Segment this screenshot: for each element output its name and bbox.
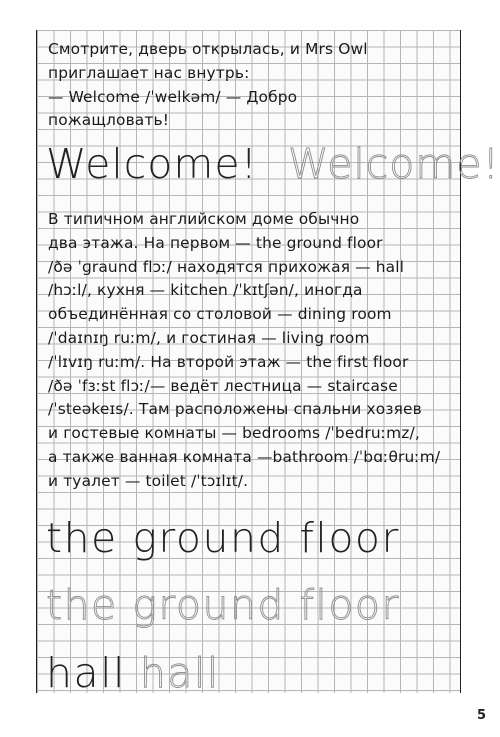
body-line: /ˈlɪvɪŋ ruːm/. На второй этаж — the first floor — [48, 352, 409, 371]
body-line: и гостевые комнаты — bedrooms /ˈbedruːmz/, — [48, 424, 420, 443]
copybook-welcome-trace: Welcome! — [287, 140, 500, 188]
page-number: 5 — [476, 708, 486, 723]
intro-line: пожащловать! — [48, 111, 170, 130]
body-line: объединённая со столовой — dining room — [48, 305, 392, 324]
body-line: /ðə ˈfɜːst flɔː/— ведёт лестница — staircase — [48, 376, 398, 395]
body-line: /ˈsteəkeɪs/. Там расположены спальни хозяев — [48, 400, 422, 419]
body-line: /hɔːl/, кухня — kitchen /ˈkɪtʃən/, иногда — [48, 281, 363, 300]
body-line: В типичном английском доме обычно — [48, 210, 360, 228]
body-line: и туалет — toilet /ˈtɔɪlɪt/. — [48, 471, 249, 490]
copybook-ground-floor-trace: the ground floor — [46, 581, 400, 629]
copybook-welcome-sample: Welcome! — [46, 140, 258, 188]
copybook-hall-trace: hall — [139, 649, 220, 697]
intro-line: Смотрите, дверь открылась, и Mrs Owl — [48, 40, 368, 58]
intro-paragraph — [48, 38, 458, 133]
body-line: а также ванная комната —bathroom /ˈbɑːθruːm/ — [48, 447, 441, 466]
copybook-hall-row — [46, 649, 220, 697]
body-line: /ˈdaɪnɪŋ ruːm/, и гостиная — living room — [48, 328, 370, 347]
body-line: /ðə ˈɡraund flɔː/ находятся прихожая — hall — [48, 257, 405, 276]
copybook-welcome-row — [46, 140, 500, 188]
copybook-hall-sample: hall — [46, 649, 126, 697]
intro-line: — Welcome /ˈwelkəm/ — Добро — [48, 87, 298, 106]
body-line: два этажа. На первом — the ground floor — [48, 233, 383, 252]
copybook-ground-floor-sample: the ground floor — [46, 514, 400, 562]
intro-line: приглашает нас внутрь: — [48, 63, 250, 82]
house-paragraph — [48, 208, 458, 494]
